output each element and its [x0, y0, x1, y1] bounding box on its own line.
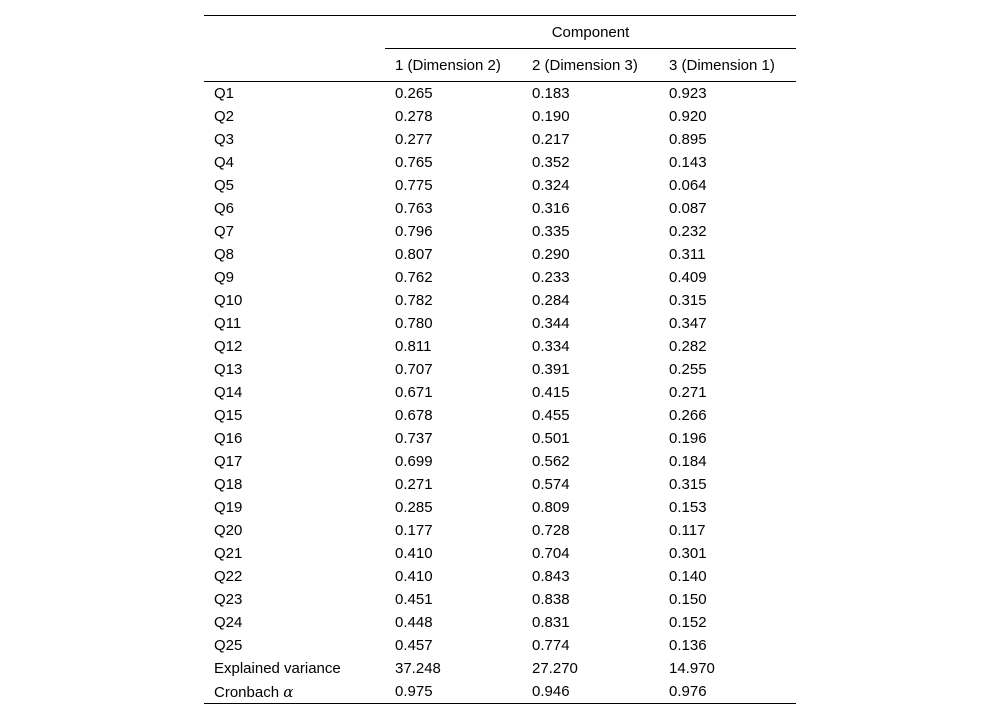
table-row	[204, 404, 796, 427]
row-label: Q12	[214, 338, 243, 355]
table-row	[204, 289, 796, 312]
loading-cell: 0.455	[532, 407, 570, 424]
loading-cell: 0.671	[395, 384, 433, 401]
loading-cell: 0.501	[532, 430, 570, 447]
loading-cell: 0.728	[532, 522, 570, 539]
loading-cell: 0.284	[532, 292, 570, 309]
row-label: Q20	[214, 522, 243, 539]
loading-cell: 0.334	[532, 338, 570, 355]
loading-cell: 0.265	[395, 85, 433, 102]
table-row	[204, 312, 796, 335]
loading-cell: 0.232	[669, 223, 707, 240]
loading-cell: 0.737	[395, 430, 433, 447]
table-row	[204, 565, 796, 588]
table-row	[204, 197, 796, 220]
loading-cell: 0.699	[395, 453, 433, 470]
loading-cell: 0.807	[395, 246, 433, 263]
row-label: Q8	[214, 246, 235, 263]
table-row	[204, 128, 796, 151]
table-row	[204, 151, 796, 174]
alpha-cell: 0.976	[659, 680, 796, 704]
table-row	[204, 473, 796, 496]
loading-cell: 0.352	[532, 154, 570, 171]
loading-cell: 0.301	[669, 545, 707, 562]
table-row	[204, 381, 796, 404]
loading-cell: 0.278	[395, 108, 433, 125]
loading-cell: 0.315	[669, 476, 707, 493]
loading-cell: 0.152	[669, 614, 707, 631]
row-label: Q11	[214, 315, 242, 332]
loading-cell: 0.150	[669, 591, 707, 608]
table-row	[204, 243, 796, 266]
loading-cell: 0.266	[669, 407, 707, 424]
loading-cell: 0.920	[669, 108, 707, 125]
explained-variance-row	[204, 657, 796, 680]
loading-cell: 0.763	[395, 200, 433, 217]
loading-cell: 0.153	[669, 499, 707, 516]
row-label: Q21	[214, 545, 243, 562]
loading-cell: 0.774	[532, 637, 570, 654]
table-row	[204, 611, 796, 634]
loading-cell: 0.782	[395, 292, 433, 309]
empty-corner-2	[204, 49, 385, 82]
loading-cell: 0.117	[669, 522, 706, 539]
row-label: Q19	[214, 499, 243, 516]
table-row	[204, 174, 796, 197]
loading-cell: 0.707	[395, 361, 433, 378]
loading-cell: 0.923	[669, 85, 707, 102]
loading-cell: 0.277	[395, 131, 433, 148]
row-label: Q17	[214, 453, 243, 470]
row-label: Q24	[214, 614, 243, 631]
loading-cell: 0.183	[532, 85, 570, 102]
loading-cell: 0.311	[669, 246, 706, 263]
row-label: Q13	[214, 361, 243, 378]
row-label: Q7	[214, 223, 235, 240]
table-row	[204, 266, 796, 289]
loading-cell: 0.233	[532, 269, 570, 286]
table-row	[204, 335, 796, 358]
row-label: Q9	[214, 269, 235, 286]
loading-cell: 0.796	[395, 223, 433, 240]
loading-cell: 0.140	[669, 568, 707, 585]
loading-cell: 0.064	[669, 177, 707, 194]
column-header-2: 2 (Dimension 3)	[532, 56, 638, 74]
loading-cell: 0.811	[395, 338, 432, 355]
cronbach-label-text: Cronbach	[214, 683, 284, 701]
table-row	[204, 358, 796, 381]
loading-cell: 0.809	[532, 499, 570, 516]
loading-cell: 0.177	[395, 522, 433, 539]
row-label: Q5	[214, 177, 235, 194]
loading-cell: 0.838	[532, 591, 570, 608]
loading-cell: 0.780	[395, 315, 433, 332]
loading-cell: 0.895	[669, 131, 707, 148]
component-loadings-table	[204, 15, 796, 704]
loading-cell: 0.775	[395, 177, 433, 194]
row-label: Q2	[214, 108, 235, 125]
loading-cell: 0.347	[669, 315, 707, 332]
loading-cell: 0.451	[395, 591, 433, 608]
table-row	[204, 588, 796, 611]
table-row	[204, 427, 796, 450]
loading-cell: 0.409	[669, 269, 707, 286]
loading-cell: 0.335	[532, 223, 570, 240]
loading-cell: 0.344	[532, 315, 570, 332]
row-label: Q10	[214, 292, 243, 309]
loading-cell: 0.196	[669, 430, 707, 447]
loading-cell: 0.457	[395, 637, 433, 654]
row-label: Q25	[214, 637, 243, 654]
loading-cell: 0.087	[669, 200, 707, 217]
loading-cell: 0.316	[532, 200, 570, 217]
loading-cell: 0.315	[669, 292, 707, 309]
loading-cell: 0.136	[669, 637, 707, 654]
loading-cell: 0.255	[669, 361, 707, 378]
loading-cell: 0.843	[532, 568, 570, 585]
loading-cell: 0.184	[669, 453, 707, 470]
loading-cell: 0.217	[532, 131, 570, 148]
alpha-symbol: α	[283, 682, 294, 701]
loading-cell: 0.391	[532, 361, 570, 378]
loading-cell: 0.410	[395, 568, 433, 585]
row-label: Q6	[214, 200, 235, 217]
loading-cell: 0.762	[395, 269, 433, 286]
component-group-header: Component	[385, 16, 796, 49]
variance-cell: 14.970	[669, 660, 715, 677]
row-label: Q1	[214, 85, 235, 102]
column-header-1: 1 (Dimension 2)	[395, 56, 501, 74]
row-label	[204, 680, 385, 704]
row-label: Q4	[214, 154, 235, 171]
table-row	[204, 634, 796, 657]
loading-cell: 0.190	[532, 108, 570, 125]
row-label: Explained variance	[214, 660, 341, 677]
empty-corner	[204, 16, 385, 49]
loading-cell: 0.704	[532, 545, 570, 562]
loading-cell: 0.448	[395, 614, 433, 631]
row-label: Q15	[214, 407, 243, 424]
row-label: Q18	[214, 476, 243, 493]
loading-cell: 0.415	[532, 384, 570, 401]
variance-cell: 27.270	[532, 660, 578, 677]
loading-cell: 0.271	[669, 384, 707, 401]
row-label: Q16	[214, 430, 243, 447]
table-row	[204, 496, 796, 519]
column-header-row	[204, 49, 796, 82]
row-label: Q3	[214, 131, 235, 148]
loading-cell: 0.410	[395, 545, 433, 562]
group-header-row	[204, 16, 796, 49]
variance-cell: 37.248	[395, 660, 441, 677]
table-row	[204, 82, 796, 106]
table-row	[204, 220, 796, 243]
table-row	[204, 105, 796, 128]
alpha-cell: 0.975	[385, 680, 522, 704]
row-label: Q22	[214, 568, 243, 585]
loading-cell: 0.285	[395, 499, 433, 516]
table-row	[204, 450, 796, 473]
row-label: Q14	[214, 384, 243, 401]
table-row	[204, 542, 796, 565]
row-label: Q23	[214, 591, 243, 608]
table-row	[204, 519, 796, 542]
loading-cell: 0.765	[395, 154, 433, 171]
column-header-3: 3 (Dimension 1)	[669, 56, 775, 74]
loading-cell: 0.282	[669, 338, 707, 355]
alpha-cell: 0.946	[522, 680, 659, 704]
loading-cell: 0.562	[532, 453, 570, 470]
loading-cell: 0.143	[669, 154, 707, 171]
loading-cell: 0.271	[395, 476, 433, 493]
loading-cell: 0.678	[395, 407, 433, 424]
loading-cell: 0.290	[532, 246, 570, 263]
loading-cell: 0.324	[532, 177, 570, 194]
loading-cell: 0.574	[532, 476, 570, 493]
cronbach-alpha-row	[204, 680, 796, 704]
loading-cell: 0.831	[532, 614, 570, 631]
